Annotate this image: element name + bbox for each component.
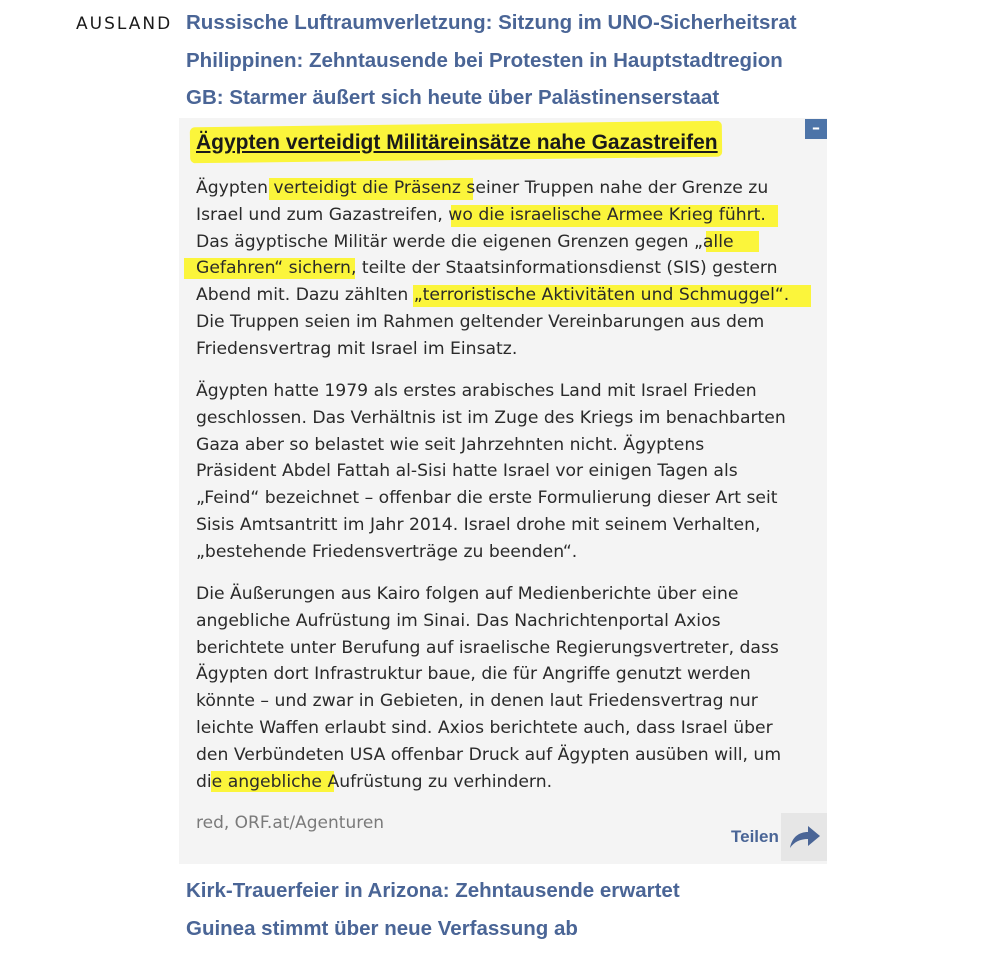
paragraph-line: Israel und zum Gazastreifen, wo die israelische Armee Krieg führt. bbox=[196, 204, 766, 225]
paragraph-line: Abend mit. Dazu zählten „terroristische Aktivitäten und Schmuggel“. bbox=[196, 285, 790, 306]
article-source: red, ORF.at/Agenturen bbox=[196, 813, 385, 833]
paragraph-line: den Verbündeten USA offenbar Druck auf Ägypten ausüben will, um bbox=[196, 744, 782, 765]
article-paragraph bbox=[196, 378, 816, 566]
paragraph-line: „Feind“ bezeichnet – offenbar die erste Formulierung dieser Art seit bbox=[196, 488, 778, 509]
paragraph-line: Die Äußerungen aus Kairo folgen auf Medienberichte über eine bbox=[196, 584, 739, 604]
paragraph-line: Ägypten hatte 1979 als erstes arabisches Land mit Israel Frieden bbox=[196, 381, 757, 401]
headline-link[interactable]: Kirk-Trauerfeier in Arizona: Zehntausende erwartet bbox=[186, 879, 680, 902]
paragraph-line: die angebliche Aufrüstung zu verhindern. bbox=[196, 771, 553, 792]
article-paragraph bbox=[196, 175, 816, 363]
paragraph-line: könnte – und zwar in Gebieten, in denen laut Friedensvertrag nur bbox=[196, 691, 758, 712]
paragraph-line: berichtete unter Berufung auf israelische Regierungsvertreter, dass bbox=[196, 637, 779, 658]
paragraph-line: geschlossen. Das Verhältnis ist im Zuge des Kriegs im benachbarten bbox=[196, 407, 786, 428]
paragraph-line: angebliche Aufrüstung im Sinai. Das Nachrichtenportal Axios bbox=[196, 610, 721, 631]
headline-link[interactable]: Philippinen: Zehntausende bei Protesten in Hauptstadtregion bbox=[186, 49, 783, 72]
collapse-button[interactable]: – bbox=[805, 119, 827, 139]
headline-link[interactable]: Guinea stimmt über neue Verfassung ab bbox=[186, 917, 578, 940]
article-paragraph bbox=[196, 581, 816, 795]
paragraph-line: „bestehende Friedensverträge zu beenden“. bbox=[196, 541, 578, 562]
paragraph-line: leichte Waffen erlaubt sind. Axios berichtete auch, dass Israel über bbox=[196, 717, 773, 738]
paragraph-line: Ägypten verteidigt die Präsenz seiner Truppen nahe der Grenze zu bbox=[196, 178, 769, 198]
paragraph-line: Präsident Abdel Fattah al-Sisi hatte Israel vor einigen Tagen als bbox=[196, 461, 738, 482]
paragraph-line: Das ägyptische Militär werde die eigenen Grenzen gegen „alle bbox=[196, 231, 734, 252]
paragraph-line: Sisis Amtsantritt im Jahr 2014. Israel drohe mit seinem Verhalten, bbox=[196, 514, 761, 535]
headline-link[interactable]: Russische Luftraumverletzung: Sitzung im UNO-Sicherheitsrat bbox=[186, 11, 797, 34]
headline-link[interactable]: GB: Starmer äußert sich heute über Palästinenserstaat bbox=[186, 86, 720, 109]
paragraph-line: Die Truppen seien im Rahmen geltender Vereinbarungen aus dem bbox=[196, 311, 765, 332]
paragraph-line: Friedensvertrag mit Israel im Einsatz. bbox=[196, 338, 518, 359]
paragraph-line: Ägypten dort Infrastruktur baue, die für Angriffe genutzt werden bbox=[196, 664, 751, 685]
share-arrow-icon bbox=[788, 824, 822, 850]
section-label: AUSLAND bbox=[76, 14, 173, 34]
paragraph-line: Gefahren“ sichern, teilte der Staatsinformationsdienst (SIS) gestern bbox=[196, 258, 778, 279]
paragraph-line: Gaza aber so belastet wie seit Jahrzehnten nicht. Ägyptens bbox=[196, 434, 705, 455]
article-title[interactable]: Ägypten verteidigt Militäreinsätze nahe Gazastreifen bbox=[196, 131, 718, 154]
share-label[interactable]: Teilen bbox=[731, 827, 779, 846]
share-button[interactable] bbox=[781, 813, 827, 861]
